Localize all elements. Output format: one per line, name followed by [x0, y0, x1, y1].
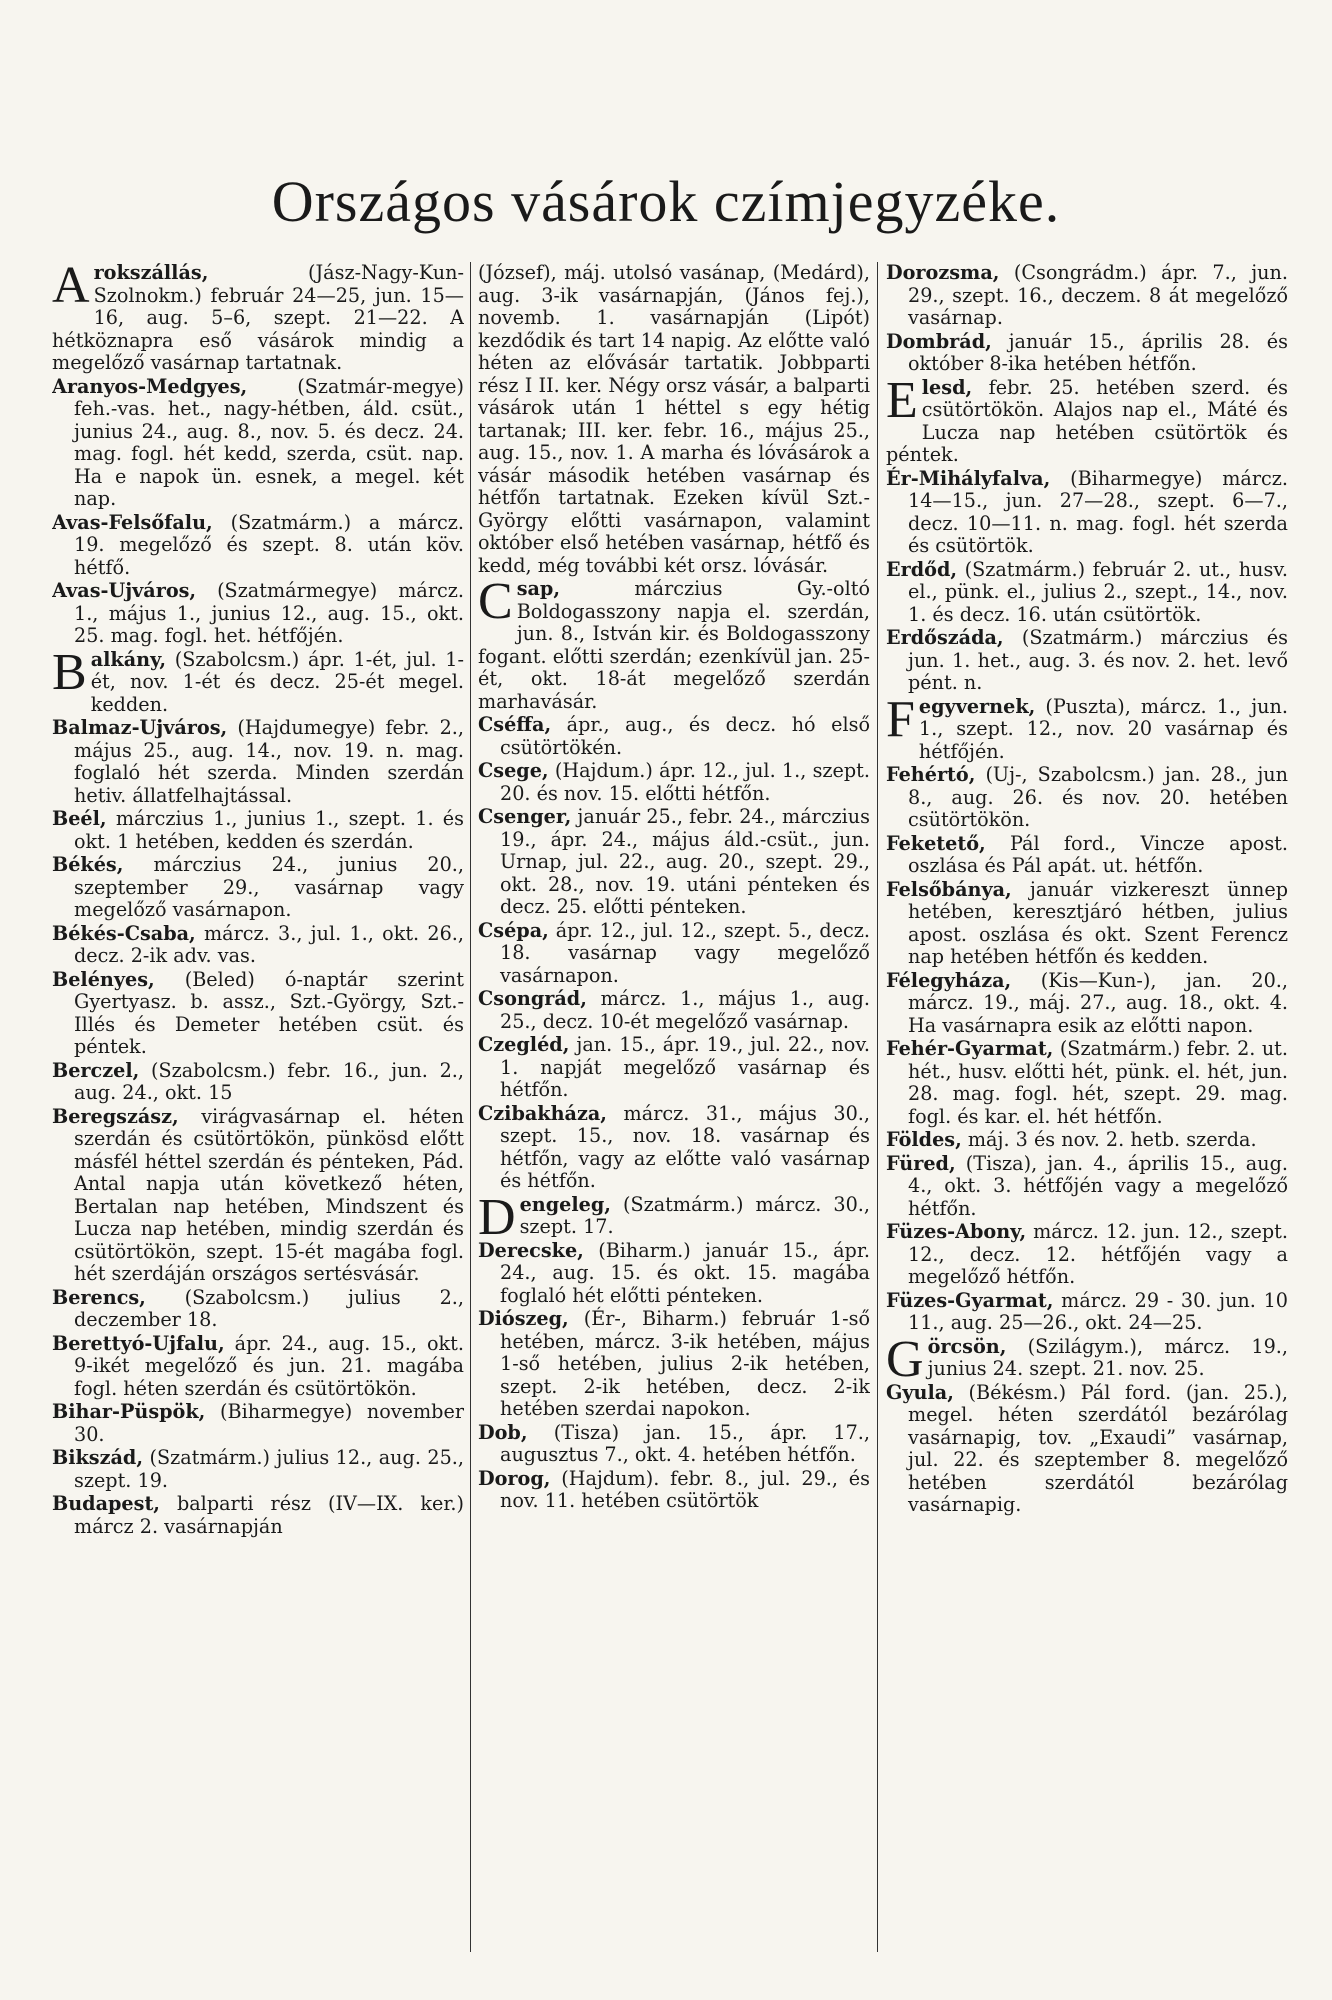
place-name: Ér-Mihályfalva, [886, 466, 1051, 490]
column-divider [470, 262, 471, 1952]
entry-text: (Szabolcsm.) julius 2., deczember 18. [74, 1285, 464, 1331]
directory-entry [886, 833, 1288, 878]
place-name: Dob, [478, 1420, 528, 1444]
place-name: Füred, [886, 1151, 956, 1175]
column-2 [478, 262, 870, 1962]
entry-text: ápr. 24., aug. 15., okt. 9-ikét megelőző és jun. 21. magába fogl. héten szerdán és csütörtökön. [74, 1331, 464, 1400]
place-name: Békés-Csaba, [52, 921, 196, 945]
column-divider [877, 262, 878, 1952]
place-name: Csépa, [478, 918, 549, 942]
directory-entry [52, 717, 464, 807]
place-name: Budapest, [52, 1492, 160, 1515]
entry-text: (Szabolcsm.) ápr. 1-ét, jul. 1-ét, nov. 1-ét és decz. 25-ét megel. kedden. [90, 647, 464, 716]
place-name: Fehértó, [886, 763, 976, 786]
directory-entry [886, 1038, 1288, 1128]
directory-entry [52, 854, 464, 922]
place-name: Csege, [478, 759, 549, 782]
entry-text: (Csongrádm.) ápr. 7., jun. 29., szept. 16., deczem. 8 át megelőző vasárnap. [908, 262, 1288, 329]
directory-entry [886, 371, 1288, 467]
entry-text: Pál ford., Vincze apost. oszlása és Pál apát. ut. hétfőn. [908, 831, 1288, 877]
directory-entry [886, 1221, 1288, 1289]
directory-entry [478, 1103, 870, 1193]
entry-text: (Biharmegye) november 30. [74, 1400, 464, 1446]
place-name: sap, [516, 577, 561, 600]
directory-entry [52, 512, 464, 580]
directory-entry [478, 1034, 870, 1102]
entry-text: (József), máj. utolsó vasánap, (Medárd), aug. 3-ik vasárnapján, (János fej.), novemb. 1. vasárnapján (Lipót) kezdődik és tart 14 napig. Az előtte való héten az elővásár tartatik. Jobbparti rész I II. ker. Négy orsz vásár, a balparti vásárok után 1 héttel s egy hétig tartanak; III. ker. febr. 16., május 25., aug. 15., nov. 1. A marha és lóvásárok a vásár második hetében vasárnap és hétfőn tartatnak. Ezeken kívül Szt.-György előtti vasárnapon, valamint október első hetében vasárnap, hétfő és kedd, még további két orsz. lóvásár. [478, 262, 870, 577]
entry-text: jan. 15., ápr. 19., jul. 22., nov. 1. napját megelőző vasárnap és hétfőn. [500, 1033, 870, 1101]
directory-entry [478, 760, 870, 805]
directory-entry [886, 559, 1288, 627]
entry-text: márcz. 31., május 30., szept. 15., nov. 18. vasárnap és hétfőn, vagy az előtte való vasárnap és hétfőn. [500, 1101, 870, 1192]
directory-entry [886, 1290, 1288, 1335]
entry-text: (Szatmár-megye) feh.-vas. het., nagy-hétben, áld. csüt., junius 24., aug. 8., nov. 5. és decz. 24. mag. fogl. hét kedd, szerda, csüt. nap. Ha e napok ün. esnek, a megel. két nap. [74, 374, 464, 510]
entry-text: (Kis—Kun-), jan. 20., márcz. 19., máj. 27., aug. 18., okt. 4. Ha vasárnapra esik az előtti napon. [908, 968, 1288, 1037]
place-name: Bihar-Püspök, [52, 1400, 206, 1423]
entry-text: máj. 3 és nov. 2. hetb. szerda. [961, 1128, 1257, 1151]
place-name: Berencs, [52, 1285, 146, 1309]
place-name: Czibakháza, [478, 1101, 607, 1125]
directory-entry [478, 988, 870, 1033]
entry-text: január vizkereszt ünnep hetében, keresztjáró hétben, julius apost. oszlása és okt. Szent Ferencz nap hetében hétfőn és kedden. [908, 877, 1288, 968]
directory-entry [52, 969, 464, 1059]
entry-text: (Szabolcsm.) febr. 16., jun. 2., aug. 24., okt. 15 [74, 1058, 464, 1104]
place-name: Erdőd, [886, 557, 958, 581]
place-name: Füzes-Gyarmat, [886, 1288, 1054, 1312]
drop-cap: A [52, 262, 90, 314]
place-name: Fehér-Gyarmat, [886, 1037, 1054, 1060]
place-name: Aranyos-Medgyes, [52, 374, 248, 398]
directory-entry [52, 580, 464, 648]
place-name: Füzes-Abony, [886, 1220, 1027, 1243]
entry-text: (Hajdum). febr. 8., jul. 29., és nov. 11. hetében csütörtök [500, 1466, 870, 1512]
directory-entry [52, 1060, 464, 1105]
directory-entry [478, 1240, 870, 1308]
place-name: Dorog, [478, 1466, 551, 1490]
place-name: Földes, [886, 1128, 962, 1151]
entry-text: virágvasárnap el. héten szerdán és csütörtökön, pünkösd előtt másfél héttel szerdán és pénteken, Pád. Antal napja után következő héten, Bertalan nap hetében, Mindszent és Lucza nap hetében, mindig szerdán és csütörtökön, szept. 15-ét magába fogl. hét szerdáján országos sertésvásár. [74, 1104, 464, 1285]
place-name: alkány, [90, 647, 167, 671]
directory-entry [52, 1447, 464, 1492]
directory-entry [478, 262, 870, 577]
directory-entry [886, 970, 1288, 1038]
directory-entry [478, 1308, 870, 1421]
drop-cap: B [52, 643, 87, 701]
entry-text: január 25., febr. 24., márczius 19., ápr. 24., május áld.-csüt., jun. Urnap, jul. 22., aug. 20., szept. 29., okt. 28., nov. 19. utáni pénteken és decz. 25. előtti pénteken. [500, 805, 870, 918]
place-name: Felsőbánya, [886, 877, 1012, 901]
entry-text: (Puszta), márcz. 1., jun. 1., szept. 12., nov. 20 vasárnap és hétfőjén. [918, 694, 1288, 763]
place-name: Bikszád, [52, 1446, 144, 1469]
directory-entry [52, 376, 464, 511]
directory-entry [478, 920, 870, 988]
entry-text: (Szatmárm.) márcz. 30., szept. 17. [519, 1192, 870, 1238]
place-name: rokszállás, [93, 262, 209, 284]
entry-text: (Jász-Nagy-Kun-Szolnokm.) február 24—25, jun. 15—16, aug. 5–6, szept. 21—22. A hétköznapra eső vásárok mindig a megelőző vasárnap tartatnak. [52, 262, 464, 374]
entry-text: (Hajdumegye) febr. 2., május 25., aug. 14., nov. 19. n. mag. foglaló hét szerda. Minden szerdán hetiv. állatfelhajtással. [74, 716, 464, 807]
directory-entry [886, 262, 1288, 330]
directory-entry [886, 1382, 1288, 1517]
directory-entry [886, 627, 1288, 695]
place-name: örcsön, [927, 1334, 1007, 1358]
directory-entry [478, 573, 870, 713]
entry-text: (Hajdum.) ápr. 12., jul. 1., szept. 20. és nov. 15. előtti hétfőn. [500, 759, 870, 805]
entry-text: (Szilágym.), márcz. 19., junius 24. szept. 21. nov. 25. [927, 1334, 1288, 1380]
place-name: Diószeg, [478, 1307, 569, 1330]
place-name: Berczel, [52, 1058, 140, 1082]
page-title: Országos vásárok czímjegyzéke. [271, 169, 1061, 234]
entry-text: márcz. 12. jun. 12., szept. 12., decz. 12. hétfőjén vagy a megelőző hétfőn. [908, 1220, 1288, 1288]
entry-text: márcz. 29 - 30. jun. 10 11., aug. 25—26., okt. 24—25. [908, 1288, 1288, 1334]
directory-entry [478, 1468, 870, 1513]
entry-text: balparti rész (IV—IX. ker.) márcz 2. vasárnapján [74, 1492, 464, 1538]
directory-entry [886, 690, 1288, 764]
directory-entry [886, 764, 1288, 832]
entry-text: (Biharmegye) márcz. 14—15., jun. 27—28., szept. 6—7., decz. 10—11. n. mag. fogl. hét szerda és csütörtök. [908, 466, 1288, 557]
entry-text: (Szatmárm.) julius 12., aug. 25., szept. 19. [74, 1446, 464, 1492]
place-name: Czegléd, [478, 1033, 570, 1056]
place-name: Csenger, [478, 805, 572, 828]
place-name: Erdőszáda, [886, 626, 1004, 649]
entry-text: márcz. 1., május 1., aug. 25., decz. 10-ét megelőző vasárnap. [500, 987, 870, 1033]
directory-entry [52, 643, 464, 717]
entry-text: márczius 1., junius 1., szept. 1. és okt. 1 hetében, kedden és szerdán. [74, 807, 464, 853]
entry-text: (Szatmárm.) márczius és jun. 1. het., aug. 3. és nov. 2. het. levő pént. n. [908, 626, 1288, 694]
directory-entry [478, 714, 870, 759]
place-name: Berettyó-Ujfalu, [52, 1331, 225, 1355]
directory-entry [886, 1129, 1288, 1152]
directory-entry [52, 1287, 464, 1332]
directory-entry [478, 1188, 870, 1246]
column-3 [886, 262, 1288, 1962]
place-name: Avas-Ujváros, [52, 579, 197, 602]
directory-entry [52, 1401, 464, 1446]
directory-entry [886, 468, 1288, 558]
entry-text: (Uj-, Szabolcsm.) jan. 28., jun 8., aug. 26. és nov. 20. hetében csütörtökön. [908, 763, 1288, 831]
place-name: Beél, [52, 807, 107, 830]
place-name: Csongrád, [478, 987, 587, 1010]
drop-cap: C [478, 573, 513, 630]
place-name: Cséffa, [478, 713, 552, 736]
entry-text: márczius Gy.-oltó Boldogasszony napja el. szerdán, jun. 8., István kir. és Boldogasszony fogant. előtti szerdán; ezenkívül jan. 25-ét, okt. 18-át megelőző szerdán marhavásár. [478, 577, 870, 713]
drop-cap: F [886, 690, 915, 748]
entry-text: márcz. 3., jul. 1., okt. 26., decz. 2-ik adv. vas. [74, 921, 464, 967]
drop-cap: E [886, 371, 918, 429]
directory-entry [52, 808, 464, 853]
directory-entry [52, 1333, 464, 1401]
place-name: Beregszász, [52, 1104, 179, 1128]
entry-text: (Tisza), jan. 4., április 15., aug. 4., okt. 3. hétfőjén vagy a megelőző hétfőn. [908, 1151, 1288, 1220]
entry-text: (Szatmárm.) február 2. ut., husv. el., pünk. el., julius 2., szept., 14., nov. 1. és decz. 16. után csütörtök. [908, 557, 1288, 626]
drop-cap: G [886, 1330, 924, 1388]
directory-entry [478, 806, 870, 919]
entry-text: (Szatmárm.) febr. 2. ut. hét., husv. előtti hét, pünk. el. hét, jun. 28. mag. fogl. hét, szept. 29. mag. fogl. és kar. el. hét hétfőn. [908, 1037, 1288, 1128]
entry-text: (Szatmármegye) márcz. 1., május 1., junius 12., aug. 15., okt. 25. mag. fogl. het. hétfőjén. [74, 579, 464, 647]
entry-text: ápr., aug., és decz. hó első csütörtökén. [500, 713, 870, 759]
entry-text: január 15., április 28. és október 8-ika hetében hétfőn. [908, 329, 1288, 375]
entry-text: (Ér-, Biharm.) február 1-ső hetében, márcz. 3-ik hetében, május 1-ső hetében, julius 2-ik hetében, szept. 2-ik hetében, decz. 2-ik hetében szerdai napokon. [500, 1307, 870, 1420]
place-name: Belényes, [52, 967, 155, 991]
place-name: Derecske, [478, 1238, 584, 1262]
entry-text: márczius 24., junius 20., szeptember 29., vasárnap vagy megelőző vasárnapon. [74, 853, 464, 921]
directory-entry [52, 262, 464, 375]
entry-text: (Szatmárm.) a márcz. 19. megelőző és szept. 8. után köv. hétfő. [74, 510, 464, 579]
place-name: lesd, [921, 375, 973, 399]
directory-entry [52, 923, 464, 968]
directory-entry [478, 1422, 870, 1467]
place-name: Dombrád, [886, 329, 992, 353]
entry-text: (Békésm.) Pál ford. (jan. 25.), megel. héten szerdától bezárólag vasárnapig, tov. „Exaudi” vasárnap, jul. 22. és szeptember 8. megelőző hetében szerdától bezárólag vasárnapig. [908, 1380, 1288, 1516]
entry-text: (Biharm.) január 15., ápr. 24., aug. 15. és okt. 15. magába foglaló hét előtti pénteken. [500, 1238, 870, 1307]
place-name: engeleg, [519, 1192, 611, 1216]
place-name: Dorozsma, [886, 262, 1000, 284]
directory-entry [886, 1153, 1288, 1221]
place-name: Avas-Felsőfalu, [52, 510, 213, 534]
place-name: Balmaz-Ujváros, [52, 716, 228, 739]
entry-text: (Beled) ó-naptár szerint Gyertyasz. b. assz., Szt.-György, Szt.-Illés és Demeter hetében csüt. és péntek. [74, 967, 464, 1058]
place-name: Békés, [52, 853, 124, 876]
directory-entry [52, 1493, 464, 1538]
directory-entry [886, 1330, 1288, 1388]
place-name: Feketető, [886, 831, 986, 855]
directory-entry [886, 331, 1288, 376]
column-1 [52, 262, 464, 1962]
directory-entry [886, 879, 1288, 969]
entry-text: (Tisza) jan. 15., ápr. 17., augusztus 7., okt. 4. hetében hétfőn. [500, 1420, 870, 1466]
entry-text: febr. 25. hetében szerd. és csütörtökön. Alajos nap el., Máté és Lucza nap hetében csütörtök és péntek. [886, 375, 1288, 466]
place-name: Gyula, [886, 1380, 954, 1404]
place-name: egyvernek, [918, 694, 1036, 718]
entry-text: ápr. 12., jul. 12., szept. 5., decz. 18. vasárnap vagy megelőző vasárnapon. [500, 918, 870, 987]
place-name: Félegyháza, [886, 968, 1012, 992]
directory-entry [52, 1106, 464, 1286]
drop-cap: D [478, 1188, 516, 1246]
